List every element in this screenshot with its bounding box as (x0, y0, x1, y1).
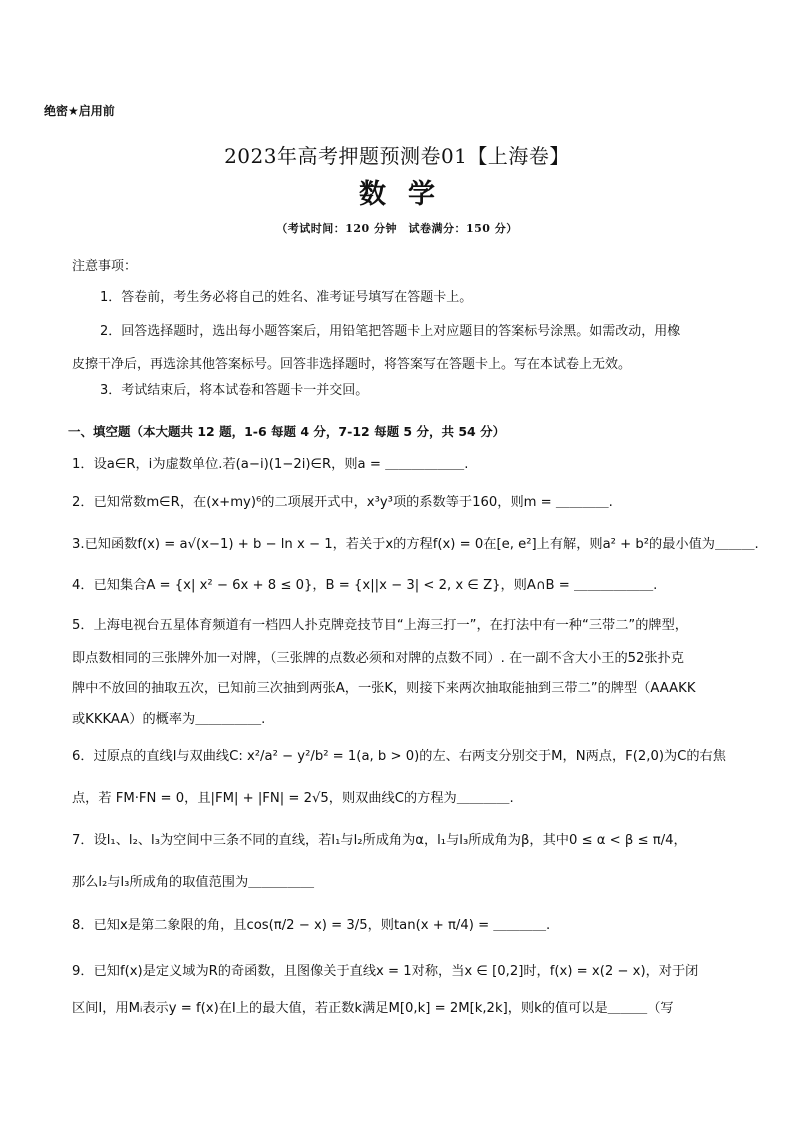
question-4: 4．已知集合A = {x| x² − 6x + 8 ≤ 0}，B = {x||x − 3| < 2, x ∈ Z}，则A∩B = ＿＿＿＿＿＿. (72, 578, 658, 593)
question-5-line-3: 牌中不放回的抽取五次，已知前三次抽到两张A，一张K，则接下来两次抽取能抽到三带二”的牌型（AAAKK (72, 681, 696, 696)
question-5-line-4: 或KKKAA）的概率为＿＿＿＿＿. (72, 712, 266, 727)
question-9-line-2: 区间I，用Mᵢ表示y = f(x)在I上的最大值，若正数k满足M[0,k] = 2M[k,2k]，则k的值可以是＿＿＿（写 (72, 1001, 674, 1016)
exam-title: 2023年高考押题预测卷01【上海卷】 (224, 144, 570, 168)
exam-info: （考试时间：120 分钟 试卷满分：150 分） (276, 222, 518, 235)
question-1: 1．设a∈R，i为虚数单位.若(a−i)(1−2i)∈R，则a = ＿＿＿＿＿＿. (72, 457, 469, 472)
secret-label: 绝密★启用前 (44, 104, 115, 118)
question-3: 3.已知函数f(x) = a√(x−1) + b − ln x − 1，若关于x的方程f(x) = 0在[e, e²]上有解，则a² + b²的最小值为＿＿＿. (72, 537, 759, 552)
question-6-line-1: 6．过原点的直线l与双曲线C: x²/a² − y²/b² = 1(a, b > 0)的左、右两支分别交于M，N两点，F(2,0)为C的右焦 (72, 749, 726, 764)
note-item-3: 3．考试结束后，将本试卷和答题卡一并交回。 (100, 383, 369, 398)
note-item-2-cont: 皮擦干净后，再选涂其他答案标号。回答非选择题时，将答案写在答题卡上。写在本试卷上无效。 (72, 357, 632, 372)
note-item-1: 1．答卷前，考生务必将自己的姓名、准考证号填写在答题卡上。 (100, 290, 473, 305)
question-6-line-2: 点，若 FM·FN = 0，且|FM| + |FN| = 2√5，则双曲线C的方程为＿＿＿＿. (72, 791, 514, 806)
notes-heading: 注意事项： (72, 259, 138, 274)
section-heading: 一、填空题（本大题共 12 题，1-6 每题 4 分，7-12 每题 5 分，共 54 分） (68, 424, 506, 439)
question-8: 8．已知x是第二象限的角，且cos(π/2 − x) = 3/5，则tan(x + π/4) = ＿＿＿＿. (72, 918, 551, 933)
question-9-line-1: 9．已知f(x)是定义域为R的奇函数，且图像关于直线x = 1对称，当x ∈ [0,2]时，f(x) = x(2 − x)，对于闭 (72, 964, 699, 979)
question-2: 2．已知常数m∈R，在(x+my)⁶的二项展开式中，x³y³项的系数等于160，则m = ＿＿＿＿. (72, 495, 613, 510)
subject-title: 数学 (359, 179, 457, 210)
question-7-line-2: 那么l₂与l₃所成角的取值范围为＿＿＿＿＿ (72, 875, 315, 890)
note-item-2: 2．回答选择题时，选出每小题答案后，用铅笔把答题卡上对应题目的答案标号涂黑。如需改动，用橡 (100, 324, 681, 339)
question-7-line-1: 7．设l₁、l₂、l₃为空间中三条不同的直线，若l₁与l₂所成角为α，l₁与l₃所成角为β，其中0 ≤ α < β ≤ π/4， (72, 833, 687, 848)
question-5-line-1: 5．上海电视台五星体育频道有一档四人扑克牌竞技节目“上海三打一”，在打法中有一种“三带二”的牌型， (72, 618, 688, 633)
question-5-line-2: 即点数相同的三张牌外加一对牌，（三张牌的点数必须和对牌的点数不同）. 在一副不含大小王的52张扑克 (72, 651, 684, 666)
